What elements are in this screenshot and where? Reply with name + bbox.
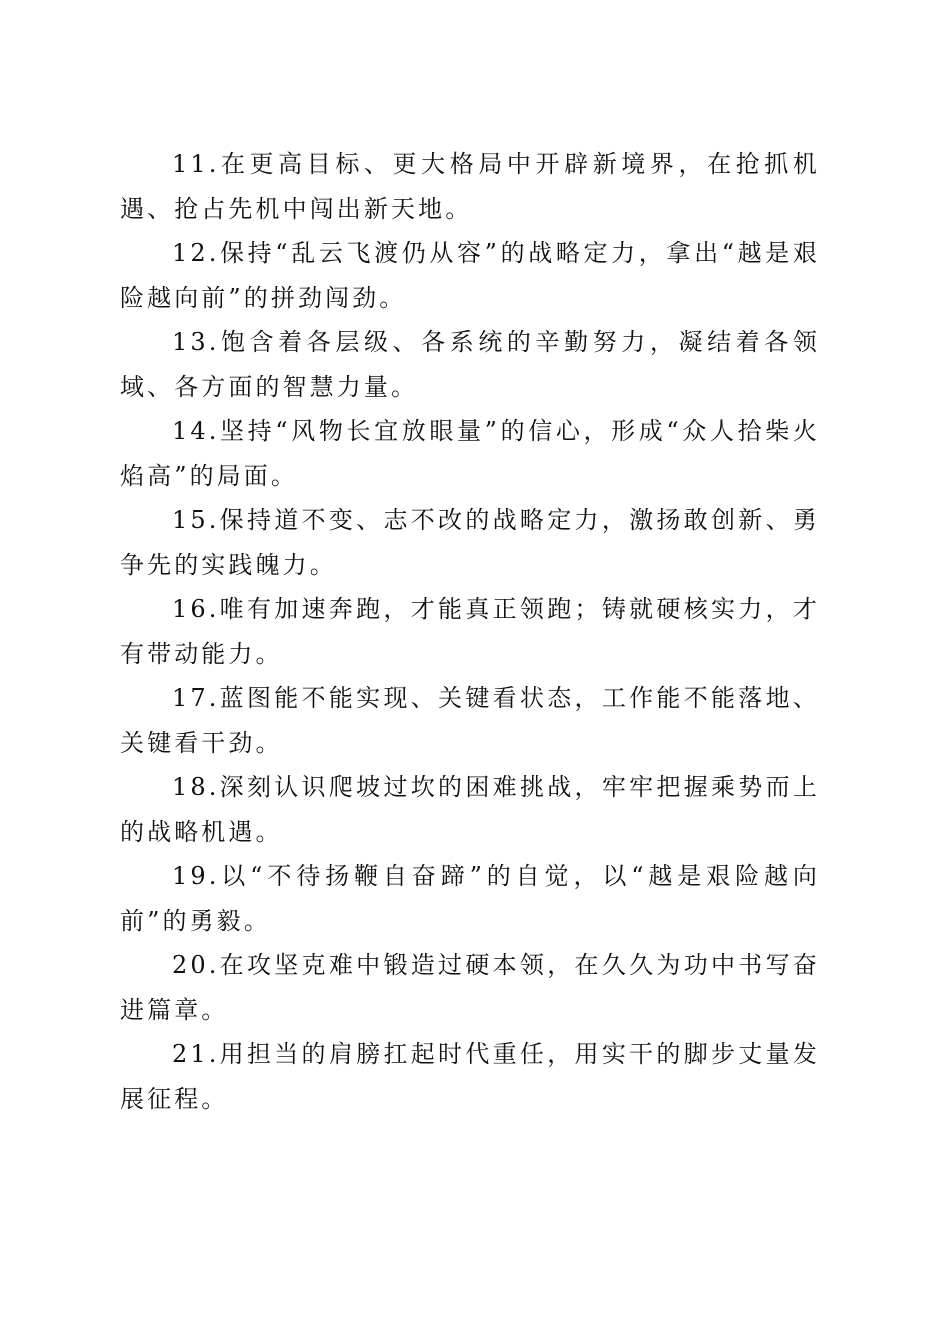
paragraph-18: 18.深刻认识爬坡过坎的困难挑战，牢牢把握乘势而上的战略机遇。: [120, 773, 820, 846]
paragraph-13: 13.饱含着各层级、各系统的辛勤努力，凝结着各领域、各方面的智慧力量。: [120, 328, 820, 401]
paragraph-16: 16.唯有加速奔跑，才能真正领跑；铸就硬核实力，才有带动能力。: [120, 595, 820, 668]
paragraph-12: 12.保持“乱云飞渡仍从容”的战略定力，拿出“越是艰险越向前”的拼劲闯劲。: [120, 239, 820, 312]
document-body: [120, 142, 820, 1121]
paragraph-20: 20.在攻坚克难中锻造过硬本领，在久久为功中书写奋进篇章。: [120, 951, 820, 1024]
paragraph-19: 19.以“不待扬鞭自奋蹄”的自觉，以“越是艰险越向前”的勇毅。: [120, 862, 820, 935]
paragraph-11: 11.在更高目标、更大格局中开辟新境界，在抢抓机遇、抢占先机中闯出新天地。: [120, 150, 820, 223]
paragraph-15: 15.保持道不变、志不改的战略定力，激扬敢创新、勇争先的实践魄力。: [120, 506, 820, 579]
paragraph-17: 17.蓝图能不能实现、关键看状态，工作能不能落地、关键看干劲。: [120, 684, 820, 757]
paragraph-21: 21.用担当的肩膀扛起时代重任，用实干的脚步丈量发展征程。: [120, 1040, 820, 1113]
paragraph-14: 14.坚持“风物长宜放眼量”的信心，形成“众人拾柴火焰高”的局面。: [120, 417, 820, 490]
